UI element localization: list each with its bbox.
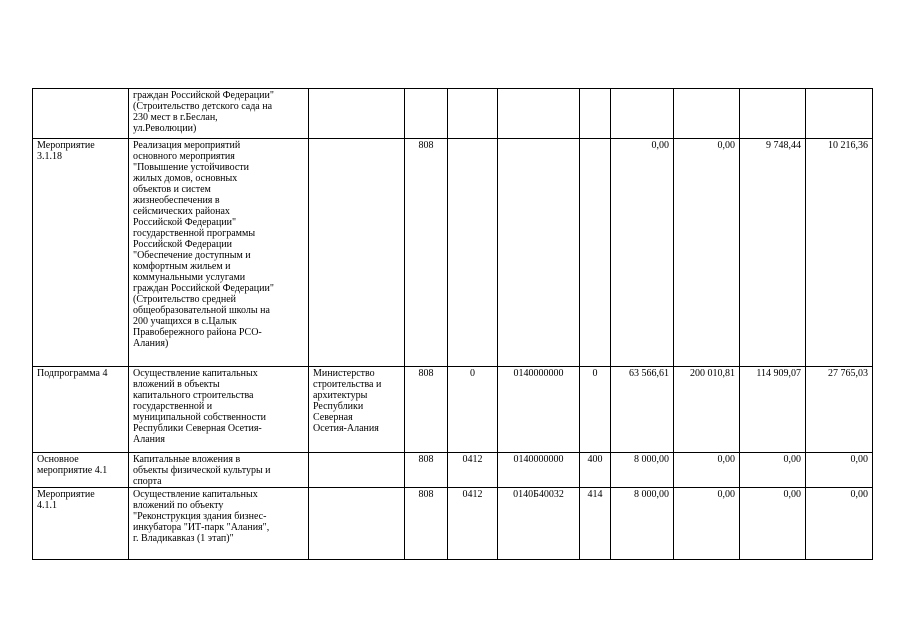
- executor-cell: Министерство строительства и архитектуры Республики Северная Осетия-Алания: [309, 367, 405, 453]
- program-name-cell: [33, 89, 129, 139]
- amount-2017-cell: 0,00: [806, 488, 873, 560]
- grbs-cell: [405, 89, 448, 139]
- vr-cell: [580, 139, 611, 367]
- amount-2016-cell: 0,00: [740, 453, 806, 488]
- vr-cell: [580, 89, 611, 139]
- vr-cell: 400: [580, 453, 611, 488]
- amount-2015-cell: 200 010,81: [674, 367, 740, 453]
- rzpr-cell: 0412: [448, 488, 498, 560]
- amount-2015-cell: [674, 89, 740, 139]
- amount-2015-cell: 0,00: [674, 139, 740, 367]
- executor-cell: [309, 488, 405, 560]
- amount-2017-cell: 0,00: [806, 453, 873, 488]
- grbs-cell: 808: [405, 488, 448, 560]
- description-cell: Капитальные вложения в объекты физической культуры и спорта: [129, 453, 309, 488]
- executor-cell: [309, 89, 405, 139]
- vr-cell: 0: [580, 367, 611, 453]
- description-cell: Осуществление капитальных вложений по объекту "Реконструкция здания бизнес- инкубатора "ИТ-парк "Алания", г. Владикавказ (1 этап)": [129, 488, 309, 560]
- program-name-cell: Мероприятие 4.1.1: [33, 488, 129, 560]
- grbs-cell: 808: [405, 139, 448, 367]
- table-row: [33, 453, 873, 488]
- amount-2017-cell: 27 765,03: [806, 367, 873, 453]
- csr-cell: [498, 89, 580, 139]
- rzpr-cell: [448, 139, 498, 367]
- amount-2015-cell: 0,00: [674, 453, 740, 488]
- rzpr-cell: [448, 89, 498, 139]
- amount-2016-cell: 0,00: [740, 488, 806, 560]
- amount-2014-cell: [611, 89, 674, 139]
- rzpr-cell: 0412: [448, 453, 498, 488]
- csr-cell: 0140000000: [498, 367, 580, 453]
- csr-cell: [498, 139, 580, 367]
- table-row: [33, 139, 873, 367]
- program-name-cell: Мероприятие 3.1.18: [33, 139, 129, 367]
- table-row: [33, 89, 873, 139]
- vr-cell: 414: [580, 488, 611, 560]
- csr-cell: 0140Б40032: [498, 488, 580, 560]
- amount-2017-cell: [806, 89, 873, 139]
- amount-2014-cell: 63 566,61: [611, 367, 674, 453]
- description-cell: Осуществление капитальных вложений в объекты капитального строительства государственной и муниципальной собственности Республики Северная Осетия- Алания: [129, 367, 309, 453]
- table-row: [33, 488, 873, 560]
- grbs-cell: 808: [405, 367, 448, 453]
- amount-2014-cell: 8 000,00: [611, 488, 674, 560]
- amount-2014-cell: 8 000,00: [611, 453, 674, 488]
- amount-2014-cell: 0,00: [611, 139, 674, 367]
- executor-cell: [309, 139, 405, 367]
- amount-2016-cell: [740, 89, 806, 139]
- program-name-cell: Подпрограмма 4: [33, 367, 129, 453]
- description-cell: граждан Российской Федерации" (Строительство детского сада на 230 мест в г.Беслан, ул.Революции): [129, 89, 309, 139]
- amount-2015-cell: 0,00: [674, 488, 740, 560]
- table-row: [33, 367, 873, 453]
- executor-cell: [309, 453, 405, 488]
- csr-cell: 0140000000: [498, 453, 580, 488]
- description-cell: Реализация мероприятий основного мероприятия "Повышение устойчивости жилых домов, основных объектов и систем жизнеобеспечения в сейсмических районах Российской Федерации" государственной программы Российской Федерации "Обеспечение доступным и комфортным жильем и коммунальными услугами граждан Российской Федерации" (Строительство средней общеобразовательной школы на 200 учащихся в с.Цалык Правобережного района РСО- Алания): [129, 139, 309, 367]
- amount-2017-cell: 10 216,36: [806, 139, 873, 367]
- budget-table: [32, 88, 873, 560]
- program-name-cell: Основное мероприятие 4.1: [33, 453, 129, 488]
- grbs-cell: 808: [405, 453, 448, 488]
- amount-2016-cell: 9 748,44: [740, 139, 806, 367]
- rzpr-cell: 0: [448, 367, 498, 453]
- amount-2016-cell: 114 909,07: [740, 367, 806, 453]
